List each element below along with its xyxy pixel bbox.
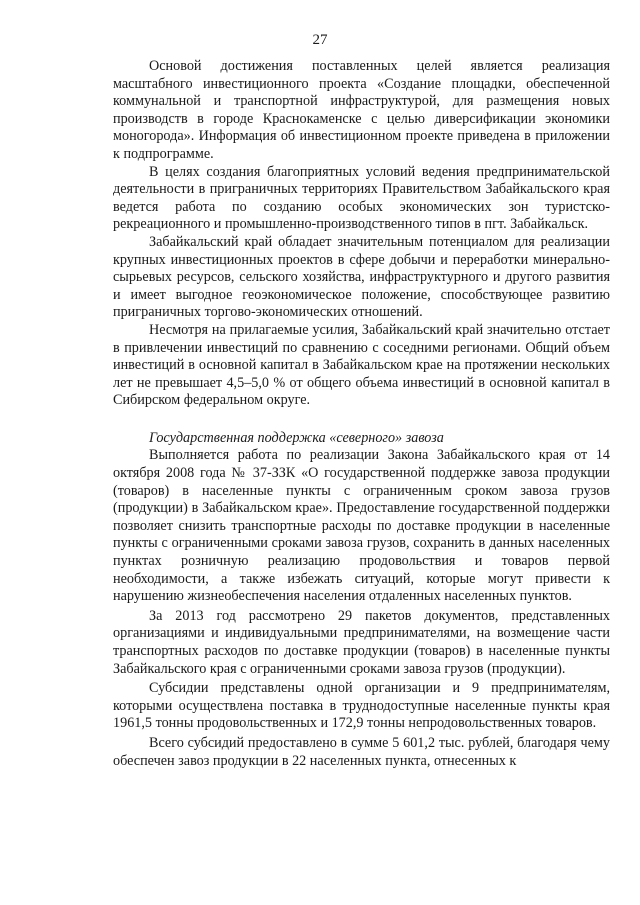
paragraph: Субсидии представлены одной организации и 9 предпринимателям, которыми осуществлена поставка в труднодоступные населенные пункты края 1961,5 тонны продовольственных и 172,9 тонны непродовольственных товаров. bbox=[113, 680, 610, 732]
paragraph: Забайкальский край обладает значительным потенциалом для реализации крупных инвестиционных проектов в сфере добычи и переработки минерально-сырьевых ресурсов, сельского хозяйства, инфраструктурного и другого развития и имеет выгодное геоэкономическое положение, способствующее развитию приграничных торгово-экономических отношений. bbox=[113, 233, 610, 321]
paragraph: В целях создания благоприятных условий ведения предпринимательской деятельности в приграничных территориях Правительством Забайкальского края ведется работа по созданию особых экономических зон туристско-рекреационного и промышленно-производственного типов в пгт. Забайкальск. bbox=[113, 163, 610, 233]
paragraph: Выполняется работа по реализации Закона Забайкальского края от 14 октября 2008 года № 37-ЗЗК «О государственной поддержке завоза продукции (товаров) в населенные пункты с ограниченным сроком завоза грузов (продукции) в Забайкальском крае». Предоставление государственной поддержки позволяет снизить транспортные расходы по доставке продукции в населенные пункты с ограниченными сроками завоза грузов, сохранить в данных населенных пунктах розничную реализацию продовольствия и товаров первой необходимости, а также избежать ситуаций, которые могут привести к нарушению жизнеобеспечения населения отдаленных населенных пунктов. bbox=[113, 447, 610, 605]
paragraph: Несмотря на прилагаемые усилия, Забайкальский край значительно отстает в привлечении инвестиций по сравнению с соседними регионами. Общий объем инвестиций в основной капитал в Забайкальском крае на протяжении нескольких лет не превышает 4,5–5,0 % от общего объема инвестиций в основной капитал в Сибирском федеральном округе. bbox=[113, 321, 610, 409]
paragraph: Всего субсидий предоставлено в сумме 5 601,2 тыс. рублей, благодаря чему обеспечен завоз продукции в 22 населенных пункта, отнесенных к bbox=[113, 734, 610, 769]
section-heading: Государственная поддержка «северного» завоза bbox=[149, 429, 444, 446]
document-body bbox=[113, 58, 610, 770]
paragraph: Основой достижения поставленных целей является реализация масштабного инвестиционного проекта «Создание площадки, обеспеченной коммунальной и транспортной инфраструктурой, для размещения новых производств в городе Краснокаменске с целью диверсификации экономики моногорода». Информация об инвестиционном проекте приведена в приложении к подпрограмме. bbox=[113, 58, 610, 162]
page-number: 27 bbox=[312, 32, 328, 48]
paragraph: За 2013 год рассмотрено 29 пакетов документов, представленных организациями и индивидуальными предпринимателями, на возмещение части транспортных расходов по доставке продукции (товаров) в населенные пункты Забайкальского края с ограниченными сроками завоза грузов (продукции). bbox=[113, 607, 610, 677]
